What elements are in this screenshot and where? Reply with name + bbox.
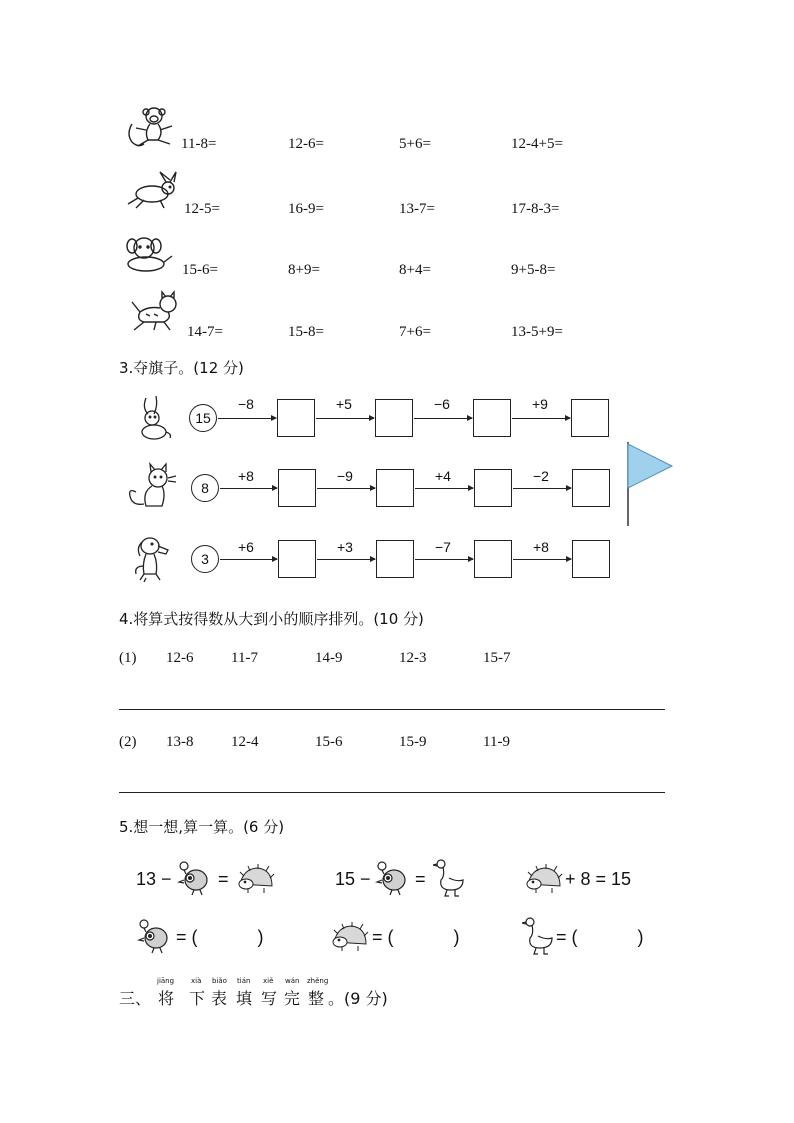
hedgehog-icon (330, 922, 370, 952)
expression: 11-9 (483, 734, 510, 750)
expression: 15-9 (399, 734, 427, 750)
answer-box[interactable] (278, 469, 316, 507)
operation-label: −2 (533, 468, 549, 484)
equation: 13-7= (399, 201, 435, 217)
equation: 12-6= (288, 136, 324, 152)
equation: 12-4+5= (511, 136, 563, 152)
arrow (218, 418, 276, 419)
arrow (220, 559, 277, 560)
goose-icon (522, 916, 554, 956)
equation: 8+9= (288, 262, 320, 278)
equation: 16-9= (288, 201, 324, 217)
arrow (513, 559, 571, 560)
equation: 14-7= (187, 324, 223, 340)
pinyin: jiāng (157, 977, 175, 985)
arrow (317, 559, 375, 560)
operation-label: −6 (434, 396, 450, 412)
answer-box[interactable] (572, 469, 610, 507)
goose-icon (433, 858, 465, 898)
arrow (220, 488, 277, 489)
arrow (512, 418, 570, 419)
expression: 12-3 (399, 650, 427, 666)
answer-line[interactable] (119, 709, 665, 710)
expression: 14-9 (315, 650, 343, 666)
section-number: 三、 (119, 989, 152, 1008)
hanzi: 整 (308, 989, 325, 1008)
expression: 15-7 (483, 650, 511, 666)
operation-label: +6 (238, 539, 254, 555)
operation-label: +8 (533, 539, 549, 555)
answer-box[interactable] (572, 540, 610, 578)
arrow (316, 418, 374, 419)
answer-box[interactable] (375, 399, 413, 437)
hedgehog-icon (236, 864, 276, 894)
operation-label: +4 (435, 468, 451, 484)
q3-title: 3.夺旗子。(12 分) (119, 359, 244, 377)
expression: 15-6 (315, 734, 343, 750)
pinyin: tián (237, 977, 251, 985)
operation-label: +5 (336, 396, 352, 412)
answer-box[interactable] (571, 399, 609, 437)
equation: 12-5= (184, 201, 220, 217)
arrow (414, 418, 472, 419)
expression: 11-7 (231, 650, 258, 666)
operation-label: −8 (238, 396, 254, 412)
cat-icon (128, 290, 184, 334)
hanzi: 将 (158, 989, 175, 1008)
pinyin: biǎo (212, 977, 227, 985)
dog-icon (128, 534, 174, 584)
answer-box[interactable] (473, 399, 511, 437)
operation-label: −7 (435, 539, 451, 555)
equation: 9+5-8= (511, 262, 556, 278)
operation-label: +3 (337, 539, 353, 555)
pinyin: zhěng (307, 977, 329, 985)
operation-label: −9 (337, 468, 353, 484)
rabbit-icon (132, 394, 176, 442)
expression: 13-8 (166, 734, 194, 750)
dog-icon (120, 234, 176, 274)
expression: 12-6 (166, 650, 194, 666)
equation: 8+4= (399, 262, 431, 278)
equation: 17-8-3= (511, 201, 560, 217)
answer-box[interactable] (474, 540, 512, 578)
arrow (415, 488, 473, 489)
q4-title: 4.将算式按得数从大到小的顺序排列。(10 分) (119, 610, 424, 628)
hedgehog-icon (524, 864, 564, 894)
answer-box[interactable] (376, 469, 414, 507)
bird-icon (372, 860, 412, 896)
equation: 13-5+9= (511, 324, 563, 340)
arrow (415, 559, 473, 560)
part-label: (2) (119, 734, 137, 750)
pinyin: xiě (263, 977, 274, 985)
arrow (317, 488, 375, 489)
arrow (513, 488, 571, 489)
part-label: (1) (119, 650, 137, 666)
hanzi: 表 (211, 989, 228, 1008)
q5-title: 5.想一想,算一算。(6 分) (119, 818, 285, 836)
hanzi: 写 (261, 989, 278, 1008)
rabbit-icon (126, 170, 182, 210)
monkey-icon (124, 104, 180, 152)
expression: 12-4 (231, 734, 259, 750)
pinyin: xià (191, 977, 202, 985)
answer-blank[interactable]: = ( ) (176, 927, 264, 947)
equation-suffix: + 8 = 15 (565, 869, 632, 889)
start-number: 3 (191, 545, 219, 573)
flag-icon (625, 440, 675, 528)
equals-sign: = (415, 869, 426, 889)
answer-line[interactable] (119, 792, 665, 793)
bird-icon (134, 918, 174, 954)
points-label: 。(9 分) (328, 989, 388, 1008)
operation-label: +8 (238, 468, 254, 484)
equation: 15-6= (182, 262, 218, 278)
equation: 11-8= (181, 136, 217, 152)
hanzi: 填 (236, 989, 253, 1008)
answer-box[interactable] (277, 399, 315, 437)
operation-label: +9 (532, 396, 548, 412)
answer-box[interactable] (278, 540, 316, 578)
pinyin: wán (285, 977, 300, 985)
bird-icon (174, 860, 214, 896)
answer-blank[interactable]: = ( ) (556, 927, 644, 947)
answer-box[interactable] (474, 469, 512, 507)
equals-sign: = (218, 869, 229, 889)
answer-box[interactable] (376, 540, 414, 578)
hanzi: 完 (284, 989, 301, 1008)
equation-prefix: 15 − (335, 869, 371, 889)
start-number: 8 (191, 474, 219, 502)
hanzi: 下 (189, 989, 206, 1008)
equation-prefix: 13 − (136, 869, 172, 889)
equation: 7+6= (399, 324, 431, 340)
answer-blank[interactable]: = ( ) (372, 927, 460, 947)
cat-icon (124, 462, 178, 512)
equation: 15-8= (288, 324, 324, 340)
equation: 5+6= (399, 136, 431, 152)
start-number: 15 (189, 404, 217, 432)
